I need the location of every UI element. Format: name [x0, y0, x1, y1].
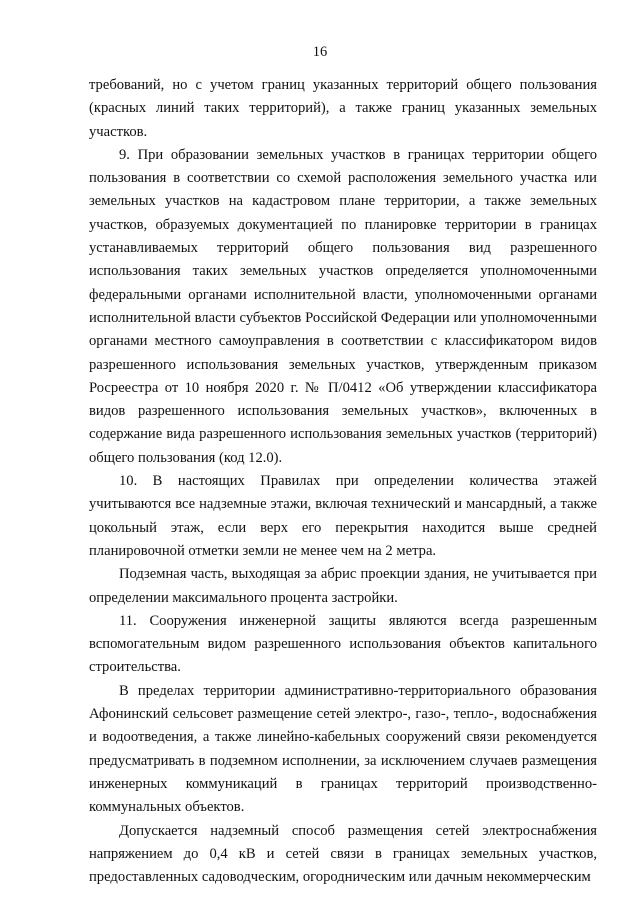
paragraph-overhead-networks: Допускается надземный способ размещения сетей электроснабжения напряжением до 0,4 кВ и сетей связи в границах земельных участков, предоставленных садоводческим, огородническим или дачным некоммерческим — [89, 822, 597, 886]
paragraph-10: 10. В настоящих Правилах при определении количества этажей учитываются все надземные этажи, включая технический и мансардный, а также цокольный этаж, если верх его перекрытия находится выше средней планировочной отметки земли не менее чем на 2 метра. — [89, 473, 597, 559]
document-body — [89, 74, 597, 889]
paragraph-11: 11. Сооружения инженерной защиты являются всегда разрешенным вспомогательным видом разрешенного использования объектов капитального строительства. — [89, 612, 597, 676]
paragraph-underground-part: Подземная часть, выходящая за абрис проекции здания, не учитывается при определении максимального процента застройки. — [89, 566, 597, 606]
page-number: 16 — [312, 44, 328, 60]
paragraph-networks-underground: В пределах территории административно-территориального образования Афонинский сельсовет размещение сетей электро-, газо-, тепло-, водоснабжения и водоотведения, а также линейно-кабельных сооружений связи рекомендуется предусматривать в подземном исполнении, за исключением случаев размещения инженерных коммуникаций в границах территорий производственно-коммунальных объектов. — [89, 682, 597, 816]
paragraph-9: 9. При образовании земельных участков в границах территории общего пользования в соответствии со схемой расположения земельного участка или земельных участков на кадастровом плане территории, а также земельных участков, образуемых документацией по планировке территории в границах устанавливаемых территорий общего пользования вид разрешенного использования таких земельных участков определяется уполномоченными федеральными органами исполнительной власти, уполномоченными органами исполнительной власти субъектов Российской Федерации или уполномоченными органами местного самоуправления в соответствии с классификатором видов разрешенного использования земельных участков, утвержденным приказом Росреестра от 10 ноября 2020 г. № П/0412 «Об утверждении классификатора видов разрешенного использования земельных участков», включенных в содержание вида разрешенного использования земельных участков (территорий) общего пользования (код 12.0). — [89, 146, 597, 466]
paragraph-continuation: требований, но с учетом границ указанных территорий общего пользования (красных линий таких территорий), а также границ указанных земельных участков. — [89, 77, 597, 140]
